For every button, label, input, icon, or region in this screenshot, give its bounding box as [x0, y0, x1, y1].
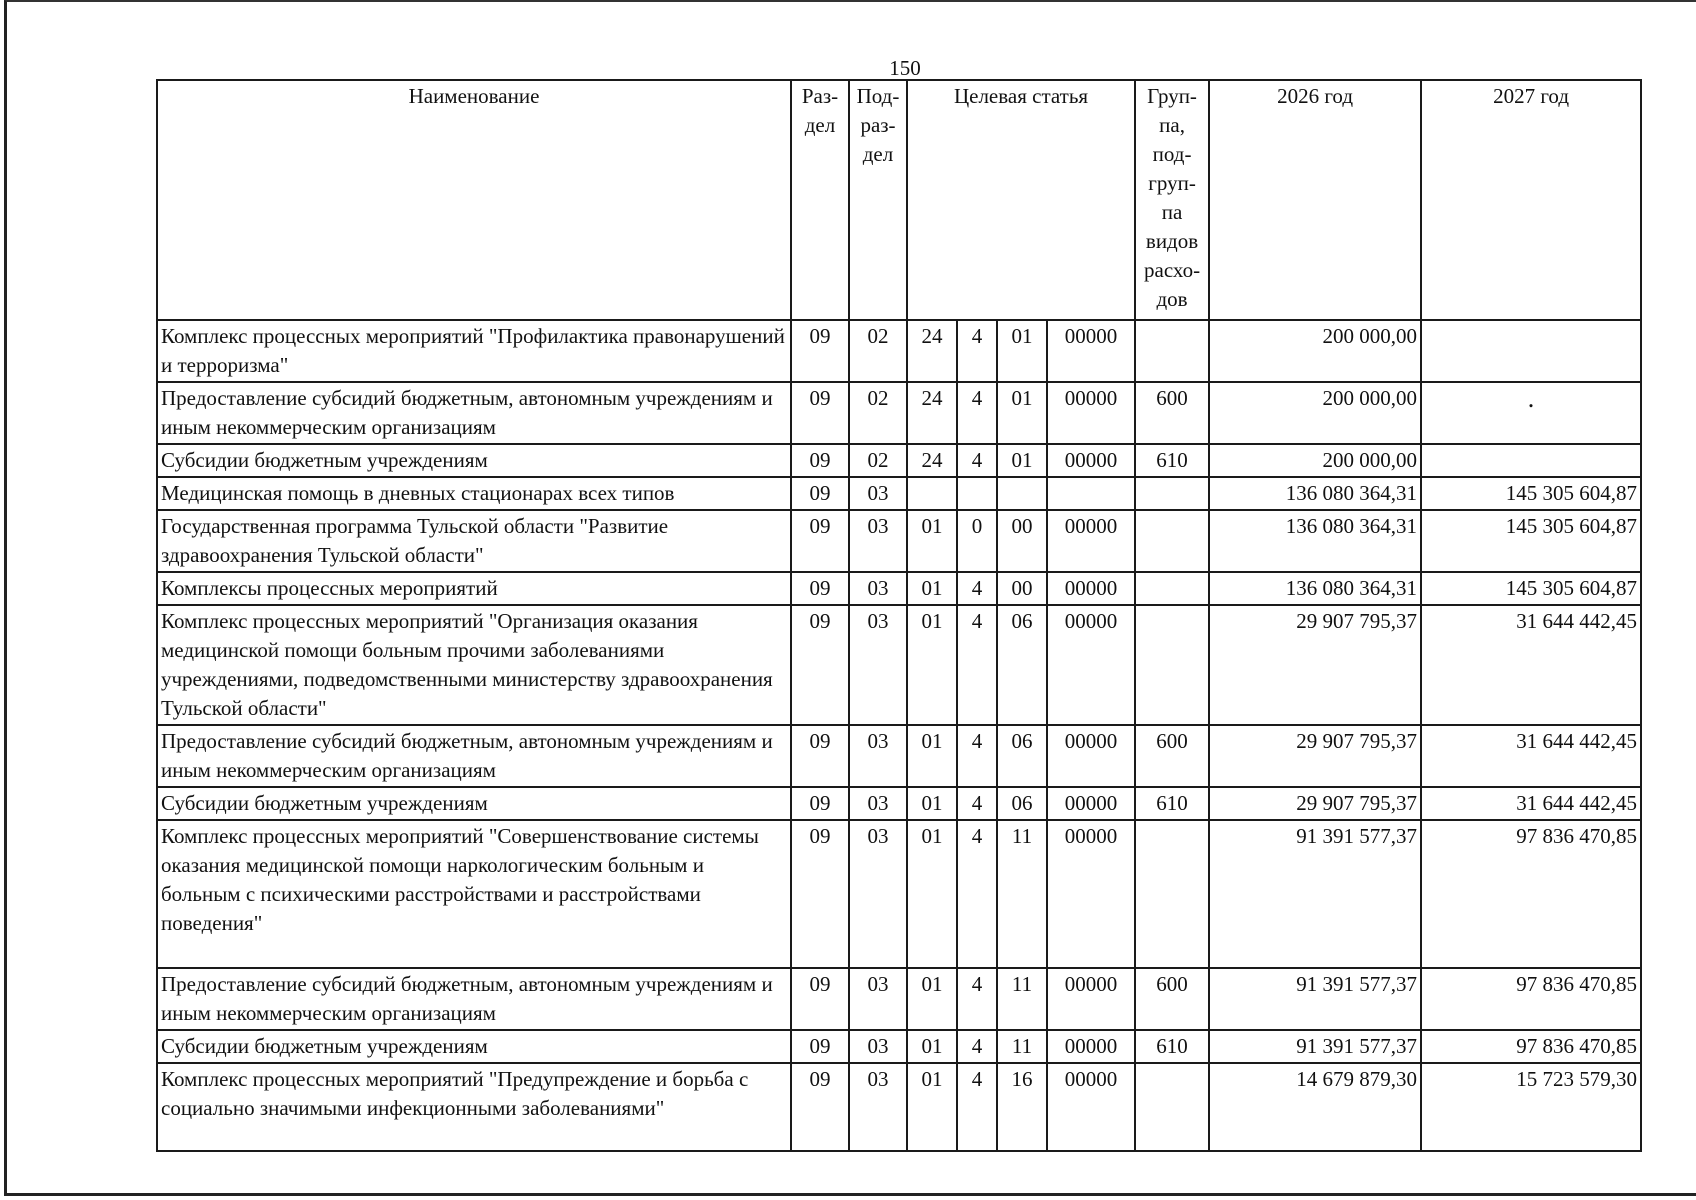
row-group: 610 — [1135, 444, 1209, 477]
row-target-3: 01 — [997, 444, 1047, 477]
row-target-4 — [1047, 477, 1135, 510]
row-2027: 97 836 470,85 — [1421, 1030, 1641, 1063]
header-target-article: Целевая статья — [907, 80, 1135, 320]
row-razdel: 09 — [791, 477, 849, 510]
row-2027: 31 644 442,45 — [1421, 605, 1641, 725]
row-target-3: 06 — [997, 787, 1047, 820]
row-target-3: 01 — [997, 320, 1047, 382]
table-row — [157, 968, 1641, 1030]
row-target-1: 01 — [907, 1063, 957, 1151]
row-target-1: 01 — [907, 725, 957, 787]
row-target-2: 4 — [957, 572, 997, 605]
row-name: Комплекс процессных мероприятий "Предупреждение и борьба с социально значимыми инфекционными заболеваниями" — [157, 1063, 791, 1151]
row-target-2: 4 — [957, 968, 997, 1030]
row-group: 610 — [1135, 787, 1209, 820]
row-name: Субсидии бюджетным учреждениям — [157, 787, 791, 820]
row-group — [1135, 1063, 1209, 1151]
row-target-3: 11 — [997, 1030, 1047, 1063]
table-row — [157, 572, 1641, 605]
row-razdel: 09 — [791, 320, 849, 382]
row-2027: . — [1421, 382, 1641, 444]
row-target-2: 4 — [957, 605, 997, 725]
row-target-1: 24 — [907, 444, 957, 477]
row-target-3: 00 — [997, 572, 1047, 605]
row-razdel: 09 — [791, 605, 849, 725]
table-row — [157, 510, 1641, 572]
row-name: Комплекс процессных мероприятий "Совершенствование системы оказания медицинской помощи наркологическим больным и больным с психическими расстройствами и расстройствами поведения" — [157, 820, 791, 968]
row-name: Государственная программа Тульской области "Развитие здравоохранения Тульской области" — [157, 510, 791, 572]
row-target-2 — [957, 477, 997, 510]
row-2026: 29 907 795,37 — [1209, 725, 1421, 787]
table-header-row — [157, 80, 1641, 320]
header-razdel: Раз- дел — [791, 80, 849, 320]
table-row — [157, 320, 1641, 382]
row-group — [1135, 605, 1209, 725]
row-target-2: 4 — [957, 320, 997, 382]
row-2027: 31 644 442,45 — [1421, 787, 1641, 820]
table-row — [157, 820, 1641, 968]
row-razdel: 09 — [791, 968, 849, 1030]
row-name: Предоставление субсидий бюджетным, автономным учреждениям и иным некоммерческим организациям — [157, 968, 791, 1030]
row-2026: 136 080 364,31 — [1209, 572, 1421, 605]
row-target-1: 24 — [907, 320, 957, 382]
row-target-4: 00000 — [1047, 510, 1135, 572]
row-target-2: 4 — [957, 787, 997, 820]
header-expense-group: Груп- па, под- груп- па видов расхо- дов — [1135, 80, 1209, 320]
header-podrazdel: Под- раз- дел — [849, 80, 907, 320]
row-2026: 91 391 577,37 — [1209, 968, 1421, 1030]
table-row — [157, 605, 1641, 725]
row-target-2: 0 — [957, 510, 997, 572]
row-target-4: 00000 — [1047, 1063, 1135, 1151]
header-name: Наименование — [157, 80, 791, 320]
row-razdel: 09 — [791, 444, 849, 477]
row-name: Комплекс процессных мероприятий "Организация оказания медицинской помощи больным прочими заболеваниями учреждениями, подведомственными министерству здравоохранения Тульской области" — [157, 605, 791, 725]
row-target-3: 01 — [997, 382, 1047, 444]
row-2027 — [1421, 320, 1641, 382]
row-group — [1135, 320, 1209, 382]
row-2026: 200 000,00 — [1209, 444, 1421, 477]
header-2027: 2027 год — [1421, 80, 1641, 320]
row-name: Комплекс процессных мероприятий "Профилактика правонарушений и терроризма" — [157, 320, 791, 382]
table-row — [157, 787, 1641, 820]
row-name: Субсидии бюджетным учреждениям — [157, 1030, 791, 1063]
row-podrazdel: 03 — [849, 510, 907, 572]
row-razdel: 09 — [791, 725, 849, 787]
row-2027: 31 644 442,45 — [1421, 725, 1641, 787]
row-group — [1135, 477, 1209, 510]
row-target-2: 4 — [957, 820, 997, 968]
table-row — [157, 382, 1641, 444]
table-row — [157, 1030, 1641, 1063]
header-2026: 2026 год — [1209, 80, 1421, 320]
row-podrazdel: 03 — [849, 968, 907, 1030]
row-target-4: 00000 — [1047, 1030, 1135, 1063]
row-razdel: 09 — [791, 820, 849, 968]
row-target-1: 24 — [907, 382, 957, 444]
row-target-1: 01 — [907, 572, 957, 605]
row-target-3: 00 — [997, 510, 1047, 572]
row-razdel: 09 — [791, 510, 849, 572]
row-podrazdel: 03 — [849, 1030, 907, 1063]
row-2026: 14 679 879,30 — [1209, 1063, 1421, 1151]
row-razdel: 09 — [791, 572, 849, 605]
row-2027: 15 723 579,30 — [1421, 1063, 1641, 1151]
row-group: 600 — [1135, 382, 1209, 444]
row-2026: 91 391 577,37 — [1209, 1030, 1421, 1063]
row-2026: 136 080 364,31 — [1209, 477, 1421, 510]
row-target-2: 4 — [957, 1063, 997, 1151]
table-row — [157, 444, 1641, 477]
row-target-4: 00000 — [1047, 725, 1135, 787]
row-target-3 — [997, 477, 1047, 510]
row-razdel: 09 — [791, 1030, 849, 1063]
row-podrazdel: 03 — [849, 725, 907, 787]
row-2027 — [1421, 444, 1641, 477]
row-2026: 91 391 577,37 — [1209, 820, 1421, 968]
row-2027: 145 305 604,87 — [1421, 477, 1641, 510]
row-target-2: 4 — [957, 382, 997, 444]
row-name: Предоставление субсидий бюджетным, автономным учреждениям и иным некоммерческим организациям — [157, 725, 791, 787]
table-row — [157, 725, 1641, 787]
row-target-4: 00000 — [1047, 572, 1135, 605]
row-target-3: 11 — [997, 968, 1047, 1030]
page-number: 150 — [889, 56, 921, 80]
row-target-1: 01 — [907, 1030, 957, 1063]
budget-table — [156, 79, 1642, 1152]
row-podrazdel: 03 — [849, 820, 907, 968]
row-podrazdel: 03 — [849, 787, 907, 820]
row-group: 610 — [1135, 1030, 1209, 1063]
row-2027: 97 836 470,85 — [1421, 820, 1641, 968]
table-row — [157, 477, 1641, 510]
row-target-4: 00000 — [1047, 605, 1135, 725]
row-2027: 145 305 604,87 — [1421, 572, 1641, 605]
row-podrazdel: 03 — [849, 1063, 907, 1151]
row-podrazdel: 03 — [849, 572, 907, 605]
row-podrazdel: 03 — [849, 477, 907, 510]
row-podrazdel: 02 — [849, 320, 907, 382]
row-razdel: 09 — [791, 1063, 849, 1151]
row-name: Предоставление субсидий бюджетным, автономным учреждениям и иным некоммерческим организациям — [157, 382, 791, 444]
row-target-2: 4 — [957, 1030, 997, 1063]
row-target-3: 16 — [997, 1063, 1047, 1151]
row-podrazdel: 03 — [849, 605, 907, 725]
row-target-1 — [907, 477, 957, 510]
row-2026: 29 907 795,37 — [1209, 787, 1421, 820]
row-group: 600 — [1135, 725, 1209, 787]
row-target-1: 01 — [907, 968, 957, 1030]
row-name: Субсидии бюджетным учреждениям — [157, 444, 791, 477]
row-name: Медицинская помощь в дневных стационарах всех типов — [157, 477, 791, 510]
row-target-1: 01 — [907, 820, 957, 968]
row-target-4: 00000 — [1047, 968, 1135, 1030]
row-2027: 145 305 604,87 — [1421, 510, 1641, 572]
row-2026: 200 000,00 — [1209, 320, 1421, 382]
row-name: Комплексы процессных мероприятий — [157, 572, 791, 605]
row-2026: 136 080 364,31 — [1209, 510, 1421, 572]
row-2027: 97 836 470,85 — [1421, 968, 1641, 1030]
row-target-2: 4 — [957, 444, 997, 477]
row-2026: 29 907 795,37 — [1209, 605, 1421, 725]
row-razdel: 09 — [791, 787, 849, 820]
row-razdel: 09 — [791, 382, 849, 444]
row-target-1: 01 — [907, 787, 957, 820]
row-group — [1135, 572, 1209, 605]
row-target-4: 00000 — [1047, 820, 1135, 968]
row-group — [1135, 820, 1209, 968]
row-target-4: 00000 — [1047, 787, 1135, 820]
row-target-3: 06 — [997, 605, 1047, 725]
row-podrazdel: 02 — [849, 382, 907, 444]
table-row — [157, 1063, 1641, 1151]
row-target-4: 00000 — [1047, 382, 1135, 444]
row-2026: 200 000,00 — [1209, 382, 1421, 444]
row-target-4: 00000 — [1047, 320, 1135, 382]
row-target-4: 00000 — [1047, 444, 1135, 477]
row-target-3: 06 — [997, 725, 1047, 787]
row-group: 600 — [1135, 968, 1209, 1030]
row-podrazdel: 02 — [849, 444, 907, 477]
row-target-2: 4 — [957, 725, 997, 787]
row-target-3: 11 — [997, 820, 1047, 968]
row-target-1: 01 — [907, 510, 957, 572]
row-group — [1135, 510, 1209, 572]
row-target-1: 01 — [907, 605, 957, 725]
